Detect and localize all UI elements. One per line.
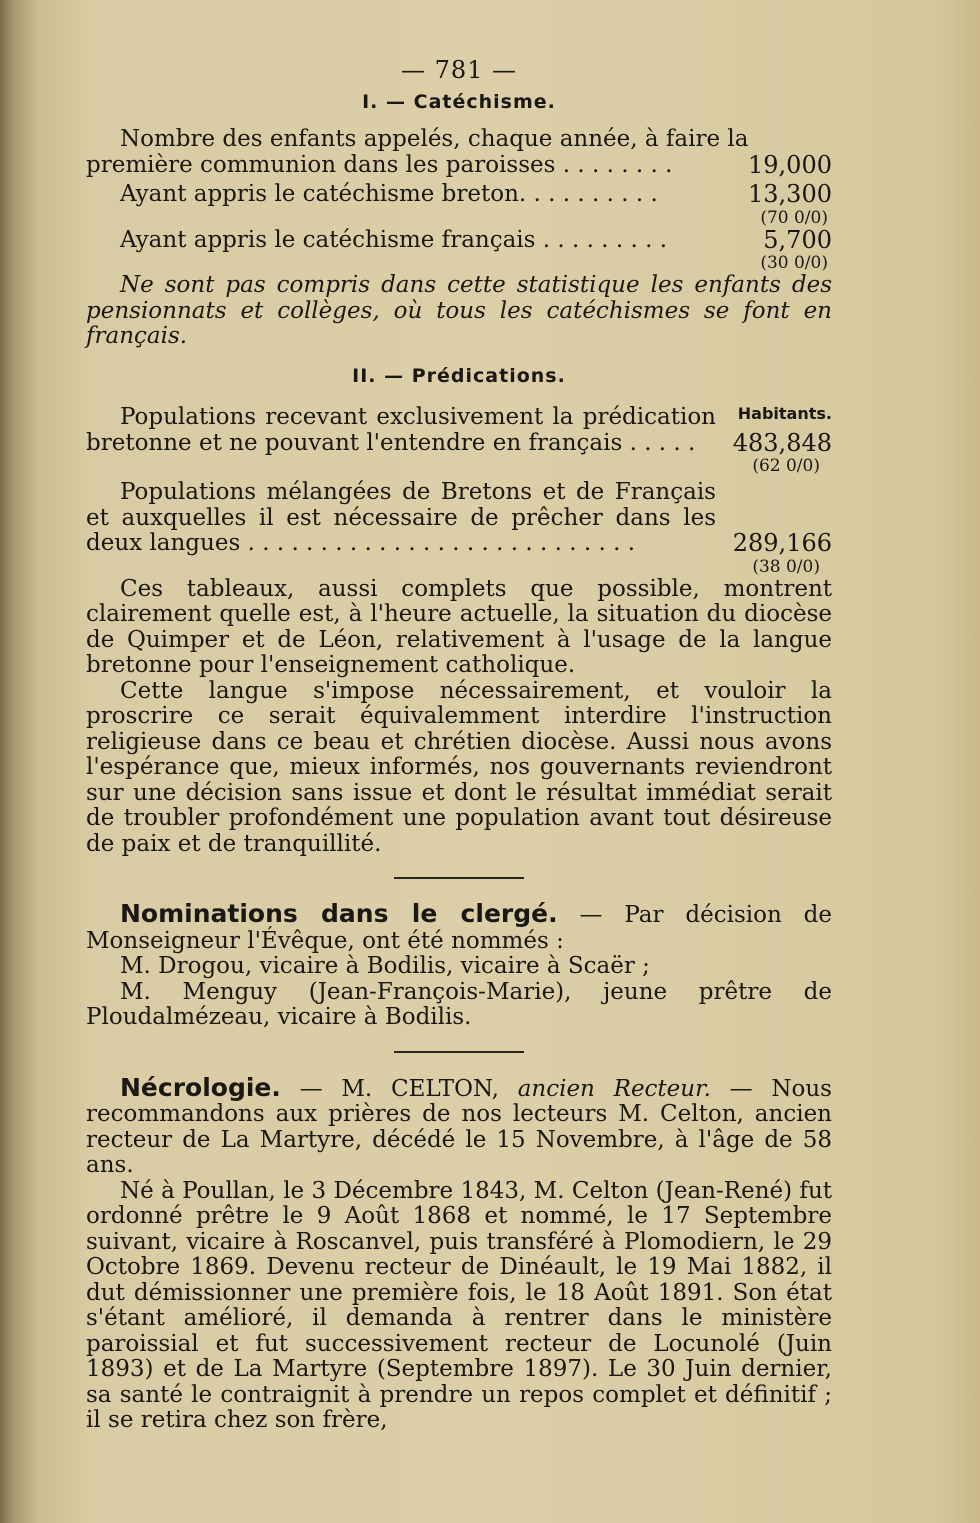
- stat-row-communion: première communion dans les paroisses . . . . . . . . 19,000: [86, 150, 832, 179]
- stat-value: 5,700: [763, 225, 832, 254]
- necrologie-paragraph: Nécrologie. — M. CELTON, ancien Recteur. — Nous recommandons aux prières de nos lecteurs M. Celton, ancien recteur de La Martyre, décédé le 15 Novembre, à l'âge de 58 ans.: [86, 1072, 832, 1178]
- stat-value: 289,166: [732, 529, 832, 557]
- body-paragraph: Ces tableaux, aussi complets que possible, montrent clairement quelle est, à l'heure actuelle, la situation du diocèse de Quimper et de Léon, relativement à l'usage de la langue bretonne pour l'enseignement catholique.: [86, 575, 832, 678]
- stat-value: 13,300: [748, 180, 832, 208]
- nominations-paragraph: Nominations dans le clergé. — Par décision de Monseigneur l'Évêque, ont été nommés :: [86, 899, 832, 954]
- divider: [394, 877, 524, 879]
- stat-line: Nombre des enfants appelés, chaque année, à faire la: [120, 126, 749, 152]
- body-paragraph: Cette langue s'impose nécessairement, et vouloir la proscrire ce serait équivalemment interdire l'instruction religieuse dans ce beau et chrétien diocèse. Aussi nous avons l'espérance que, mieux informés, nos gouvernants reviendront sur une décision sans issue et dont le résultat immédiat serait de troubler profondément une population avant tout désireuse de paix et de tranquillité.: [86, 677, 832, 857]
- section-heading-predications: II. — Prédications.: [352, 364, 566, 387]
- footnote-italic: Ne sont pas compris dans cette statistique les enfants des pensionnats et collèges, où tous les catéchismes se font en français.: [86, 272, 832, 349]
- section-heading-catechisme: I. — Catéchisme.: [362, 90, 556, 113]
- nomination-item: M. Drogou, vicaire à Bodilis, vicaire à Scaër ;: [120, 953, 650, 979]
- stat-percent: (70 0/0): [760, 207, 828, 228]
- unit-label: Habitants.: [737, 404, 832, 423]
- stat-value: 19,000: [748, 150, 832, 179]
- stat-value: 483,848: [732, 428, 832, 457]
- page-number: — 781 —: [400, 56, 518, 84]
- divider: [394, 1051, 524, 1053]
- stat-row-francais: Ayant appris le catéchisme français . . . . . . . . . 5,700: [120, 225, 832, 254]
- nomination-item: M. Menguy (Jean-François-Marie), jeune prêtre de Ploudalmézeau, vicaire à Bodilis.: [86, 978, 832, 1030]
- stat-percent: (62 0/0): [752, 456, 820, 476]
- stat-block-mixed: Populations mélangées de Bretons et de Français et auxquelles il est nécessaire de prêcher dans les deux langues . . . . . . . . . . . . . . . . . . . . . . . . . . . 289,166: [86, 479, 832, 557]
- necrologie-title: Nécrologie.: [120, 1072, 281, 1102]
- stat-percent: (30 0/0): [760, 253, 828, 273]
- nominations-title: Nominations dans le clergé.: [120, 899, 558, 928]
- stat-percent: (38 0/0): [752, 556, 820, 577]
- body-paragraph: Né à Poullan, le 3 Décembre 1843, M. Celton (Jean-René) fut ordonné prêtre le 9 Août 1868 et nommé, le 17 Septembre suivant, vicaire à Roscanvel, puis transféré à Plomodiern, le 29 Octobre 1869. Devenu recteur de Dinéault, le 19 Mai 1882, il dut démissionner une première fois, le 18 Août 1891. Son état s'étant amélioré, il demanda à rentrer dans le ministère paroissial et fut successivement recteur de Locunolé (Juin 1893) et de La Martyre (Septembre 1897). Le 30 Juin dernier, sa santé le contraignit à prendre un repos complet et définitif ; il se retira chez son frère,: [86, 1177, 832, 1433]
- stat-row-breton: Ayant appris le catéchisme breton. . . . . . . . . . 13,300: [120, 180, 832, 208]
- text-column: [86, 58, 832, 1434]
- stat-block-breton-only: Populations recevant exclusivement la prédication bretonne et ne pouvant l'entendre en français . . . . . Habitants. 483,848: [86, 401, 832, 456]
